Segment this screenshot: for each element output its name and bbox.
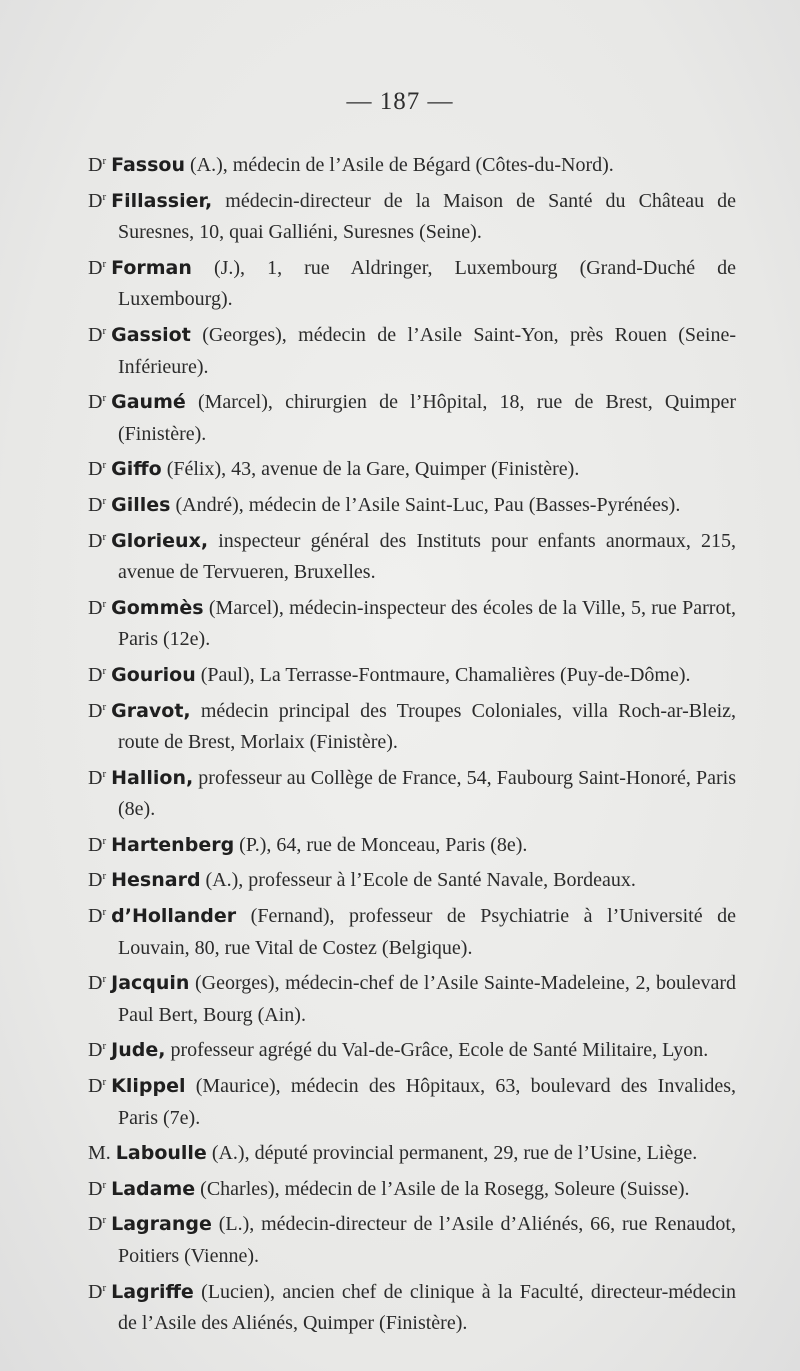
directory-entry <box>88 589 736 656</box>
entry-surname: Forman <box>111 256 192 279</box>
entry-surname: Jude, <box>111 1039 166 1062</box>
entry-title: $D^r$ <box>88 391 107 414</box>
entry-details: (André), médecin de l’Asile Saint-Luc, Pau (Basses-Pyrénées). <box>170 493 681 516</box>
directory-entry <box>88 316 736 383</box>
entry-title: $D^r$ <box>88 1075 107 1098</box>
entry-surname: Fillassier, <box>111 189 213 212</box>
entry-details: (A.), député provincial permanent, 29, rue de l’Usine, Liège. <box>206 1142 698 1165</box>
directory-entry <box>88 656 736 692</box>
directory-entry <box>88 450 736 486</box>
entry-title: $D^r$ <box>88 663 107 686</box>
entry-title: M. <box>88 1142 111 1165</box>
entry-title: $D^r$ <box>88 766 107 789</box>
entry-surname: Glorieux, <box>111 529 209 552</box>
entry-surname: Giffo <box>111 458 162 481</box>
directory-entry <box>88 1205 736 1272</box>
directory-entry <box>88 1031 736 1067</box>
directory-entry <box>88 522 736 589</box>
entry-details: (Paul), La Terrasse-Fontmaure, Chamalières (Puy-de-Dôme). <box>195 663 691 686</box>
directory-entry <box>88 383 736 450</box>
directory-entry <box>88 897 736 964</box>
directory-entry <box>88 692 736 759</box>
entry-details: médecin principal des Troupes Coloniales, villa Roch-ar-Bleiz, route de Brest, Morlaix (Finistère). <box>118 699 736 754</box>
entry-title: $D^r$ <box>88 699 107 722</box>
entry-details: (Fernand), professeur de Psychiatrie à l’Université de Louvain, 80, rue Vital de Costez (Belgique). <box>118 905 736 959</box>
page-number: — 187 — <box>346 88 454 115</box>
entry-details: professeur agrégé du Val-de-Grâce, Ecole de Santé Militaire, Lyon. <box>165 1039 709 1062</box>
entry-details: (Marcel), chirurgien de l’Hôpital, 18, rue de Brest, Quimper (Finistère). <box>118 391 736 445</box>
entry-details: (A.), professeur à l’Ecole de Santé Navale, Bordeaux. <box>200 869 636 892</box>
entry-title: $D^r$ <box>88 529 107 552</box>
directory-entry <box>88 1170 736 1206</box>
entry-details: (Lucien), ancien chef de clinique à la Faculté, directeur-médecin de l’Asile des Aliénés, Quimper (Finistère). <box>118 1280 736 1335</box>
directory-entry <box>88 486 736 522</box>
directory-entry <box>88 1273 736 1340</box>
directory-entry <box>88 964 736 1031</box>
entry-title: $D^r$ <box>88 154 107 176</box>
entry-title: $D^r$ <box>88 1177 107 1200</box>
entry-details: (Maurice), médecin des Hôpitaux, 63, boulevard des Invalides, Paris (7e). <box>118 1075 736 1129</box>
entry-title: $D^r$ <box>88 833 107 856</box>
directory-entry <box>88 249 736 316</box>
entry-details: (Charles), médecin de l’Asile de la Rosegg, Soleure (Suisse). <box>195 1177 690 1200</box>
entry-title: $D^r$ <box>88 256 107 279</box>
entry-surname: Gommès <box>111 596 204 619</box>
entry-details: (Georges), médecin-chef de l’Asile Sainte-Madeleine, 2, boulevard Paul Bert, Bourg (Ain). <box>118 972 736 1026</box>
entry-surname: Lagriffe <box>111 1280 194 1303</box>
entry-surname: Laboulle <box>115 1142 207 1165</box>
entry-details: (Félix), 43, avenue de la Gare, Quimper (Finistère). <box>161 458 580 481</box>
entry-surname: Gravot, <box>111 699 191 722</box>
entry-title: $D^r$ <box>88 1280 107 1303</box>
entry-title: $D^r$ <box>88 189 107 212</box>
directory-entry <box>88 759 736 826</box>
entry-surname: Gouriou <box>111 663 196 686</box>
entry-surname: Hallion, <box>111 766 194 789</box>
entry-details: médecin-directeur de la Maison de Santé du Château de Suresnes, 10, quai Galliéni, Suresnes (Seine). <box>118 189 736 244</box>
entry-title: $D^r$ <box>88 905 107 928</box>
entry-title: $D^r$ <box>88 458 107 481</box>
entry-details: (L.), médecin-directeur de l’Asile d’Aliénés, 66, rue Renaudot, Poitiers (Vienne). <box>118 1213 736 1267</box>
directory-entry <box>88 826 736 862</box>
entry-title: $D^r$ <box>88 596 107 619</box>
entry-details: professeur au Collège de France, 54, Faubourg Saint-Honoré, Paris (8e). <box>118 766 736 821</box>
entry-details: (A.), médecin de l’Asile de Bégard (Côtes-du-Nord). <box>185 154 614 176</box>
entry-surname: Gassiot <box>111 323 191 346</box>
entry-details: inspecteur général des Instituts pour enfants anormaux, 215, avenue de Tervueren, Bruxelles. <box>118 529 736 584</box>
entry-surname: Hartenberg <box>111 833 235 856</box>
entry-title: $D^r$ <box>88 493 107 516</box>
entry-details: (J.), 1, rue Aldringer, Luxembourg (Grand-Duché de Luxembourg). <box>118 256 736 311</box>
entry-details: (Georges), médecin de l’Asile Saint-Yon, près Rouen (Seine-Inférieure). <box>118 323 736 378</box>
entry-surname: Gilles <box>111 493 171 516</box>
directory-entry <box>88 1134 736 1170</box>
entry-surname: d’Hollander <box>111 905 237 928</box>
entry-surname: Gaumé <box>111 391 186 414</box>
directory-entry <box>88 1067 736 1134</box>
entry-title: $D^r$ <box>88 1039 107 1062</box>
directory-entry <box>88 182 736 249</box>
entry-title: $D^r$ <box>88 1213 107 1236</box>
entry-surname: Hesnard <box>111 869 201 892</box>
entry-details: (P.), 64, rue de Monceau, Paris (8e). <box>234 833 528 856</box>
entry-surname: Jacquin <box>111 972 190 995</box>
directory-entry <box>88 861 736 897</box>
entry-surname: Ladame <box>111 1177 196 1200</box>
entry-title: $D^r$ <box>88 323 107 346</box>
entry-list <box>88 146 736 1340</box>
entry-surname: Fassou <box>111 154 186 176</box>
entry-details: (Marcel), médecin-inspecteur des écoles de la Ville, 5, rue Parrot, Paris (12e). <box>118 596 736 651</box>
entry-surname: Klippel <box>111 1075 186 1098</box>
entry-title: $D^r$ <box>88 869 107 892</box>
directory-entry <box>88 146 736 182</box>
entry-title: $D^r$ <box>88 972 107 995</box>
entry-surname: Lagrange <box>111 1213 212 1236</box>
